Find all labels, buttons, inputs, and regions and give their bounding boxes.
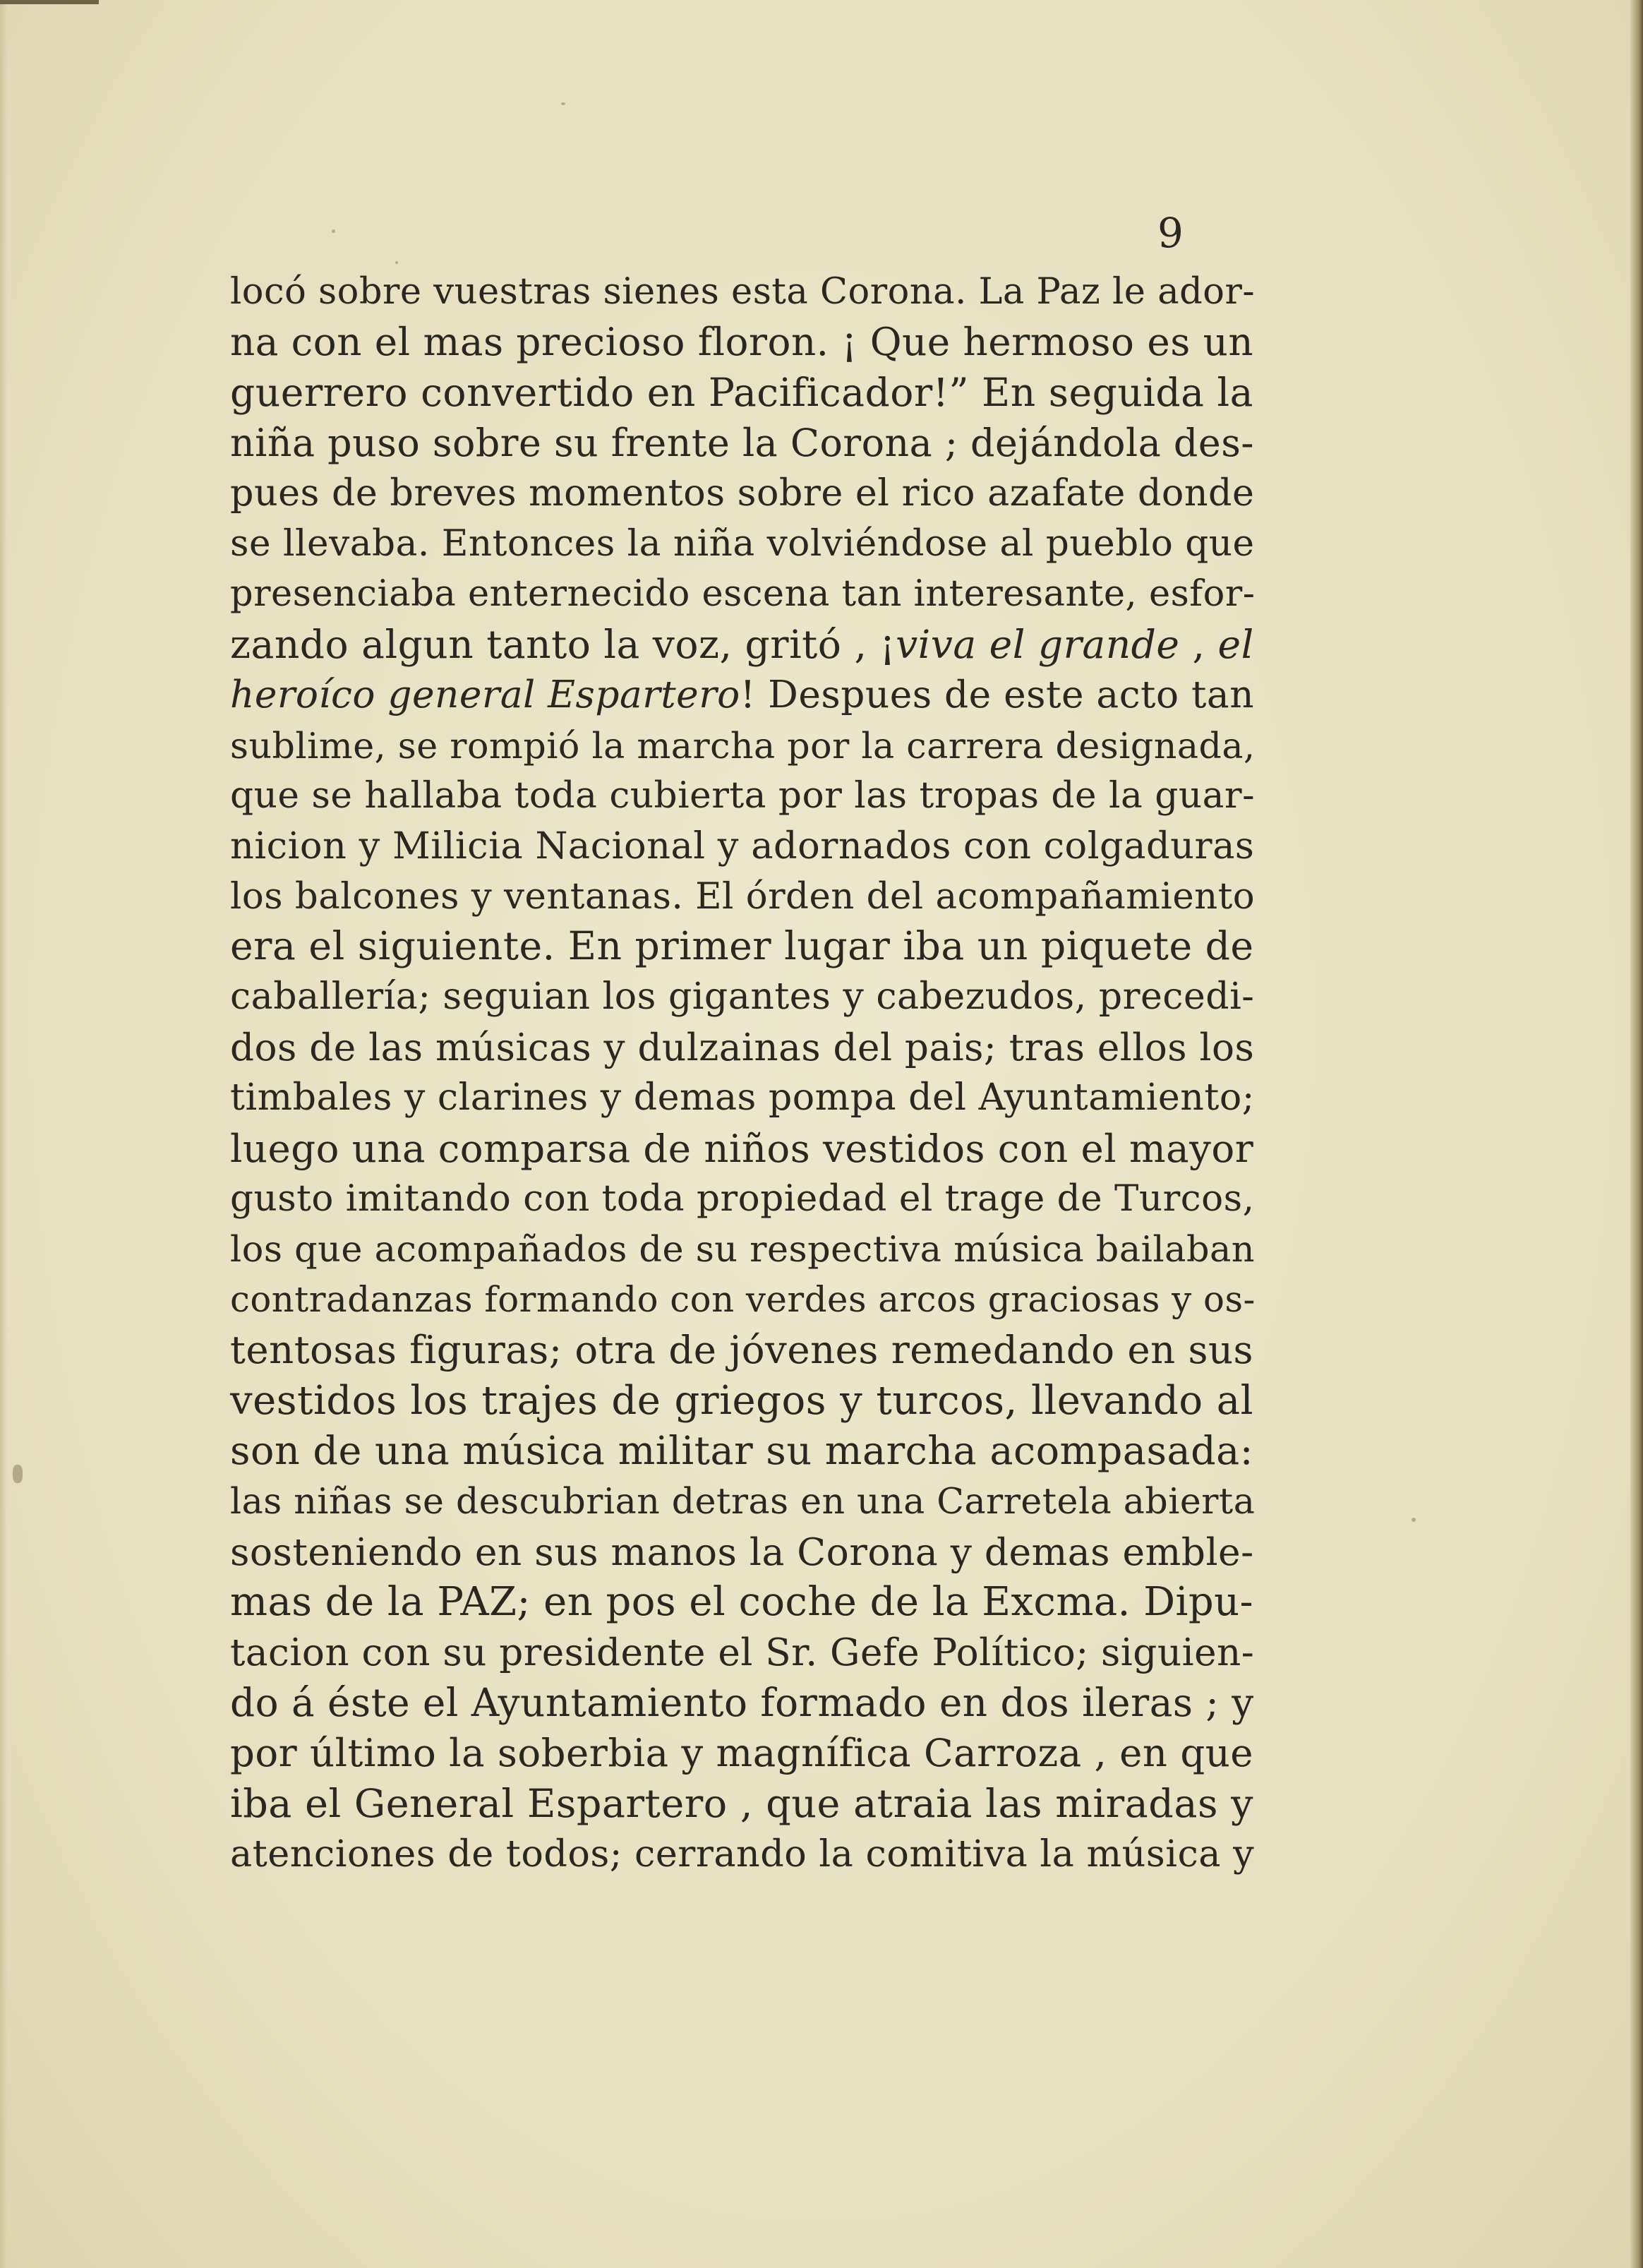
text-run: na con el mas precioso floron. ¡ Que hermoso es un (230, 319, 1254, 365)
text-run: era el siguiente. En primer lugar iba un piquete de (230, 924, 1254, 970)
text-run: timbales y clarines y demas pompa del Ayuntamiento; (230, 1076, 1255, 1120)
text-line (230, 1577, 1253, 1627)
ink-speck (13, 1465, 23, 1483)
text-line (230, 972, 1253, 1022)
text-run: caballería; seguian los gigantes y cabezudos, precedi- (230, 976, 1255, 1019)
text-line (230, 519, 1253, 569)
text-run: los balcones y ventanas. El órden del acompañamiento (230, 875, 1256, 918)
page-number: 9 (1157, 209, 1184, 257)
text-run: iba el General Espartero , que atraia las miradas y (230, 1780, 1253, 1827)
text-run: por último la soberbia y magnífica Carroza , en que (230, 1730, 1254, 1776)
text-line (230, 1779, 1253, 1829)
text-run: tacion con su presidente el Sr. Gefe Político; siguien- (230, 1630, 1255, 1674)
text-line (230, 670, 1253, 720)
text-run: locó sobre vuestras sienes esta Corona. La Paz le ador- (230, 271, 1256, 313)
text-run: dos de las músicas y dulzainas del pais; tras ellos los (230, 1025, 1255, 1069)
text-line (230, 267, 1256, 317)
text-run: los que acompañados de su respectiva música bailaban (230, 1228, 1256, 1271)
ink-speck (332, 229, 335, 233)
text-line (230, 1376, 1253, 1426)
ink-speck (395, 261, 398, 264)
page-right-edge (1630, 0, 1643, 2268)
text-run: son de una música militar su marcha acompasada: (230, 1427, 1253, 1474)
text-line (230, 569, 1256, 619)
text-line (230, 1728, 1253, 1778)
text-run: , (1179, 621, 1218, 667)
text-line (230, 771, 1256, 821)
text-line (230, 872, 1256, 922)
text-run: zando algun tanto la voz, gritó , ¡ (230, 621, 896, 667)
text-run: presenciaba enternecido escena tan interesante, esfor- (230, 573, 1256, 616)
text-run: niña puso sobre su frente la Corona ; dejándola des- (230, 421, 1254, 466)
italic-text-run: heroíco general Espartero (230, 673, 740, 717)
text-line (230, 1628, 1253, 1678)
text-run: las niñas se descubrian detras en una Carretela abierta (230, 1480, 1256, 1523)
text-run: vestidos los trajes de griegos y turcos, llevando al (230, 1377, 1253, 1424)
text-line (230, 620, 1253, 670)
text-run: atenciones de todos; cerrando la comitiva la música y (230, 1832, 1255, 1876)
text-line (230, 418, 1253, 468)
text-run: mas de la PAZ; en pos el coche de la Excma. Dipu- (230, 1579, 1253, 1626)
text-run: nicion y Milicia Nacional y adornados con colgaduras (230, 824, 1255, 868)
italic-text-run: viva el grande (896, 621, 1180, 667)
text-line (230, 1124, 1253, 1174)
text-run: guerrero convertido en Pacificador!” En seguida la (230, 369, 1253, 415)
text-line (230, 1023, 1253, 1073)
text-run: contradanzas formando con verdes arcos graciosas y os- (230, 1278, 1256, 1320)
text-line (230, 1275, 1256, 1325)
ink-speck (561, 102, 565, 105)
text-run: gusto imitando con toda propiedad el trage de Turcos, (230, 1177, 1255, 1220)
italic-text-run: el (1217, 621, 1254, 667)
text-line (230, 1476, 1256, 1526)
text-line (230, 1073, 1253, 1123)
ink-speck (1412, 1518, 1416, 1522)
text-run: tentosas figuras; otra de jóvenes remedando en sus (230, 1327, 1254, 1373)
text-line (230, 317, 1253, 367)
text-run: sublime, se rompió la marcha por la carrera designada, (230, 724, 1256, 767)
text-line (230, 1426, 1253, 1476)
top-corner-mark (0, 0, 99, 4)
text-run: que se hallaba toda cubierta por las tropas de la guar- (230, 774, 1256, 817)
text-run: sosteniendo en sus manos la Corona y demas emble- (230, 1529, 1254, 1574)
text-run: ! Despues de este acto tan (740, 673, 1255, 717)
text-line (230, 922, 1253, 972)
text-line (230, 721, 1256, 771)
text-line (230, 1224, 1256, 1274)
text-line (230, 368, 1253, 418)
text-line (230, 1325, 1253, 1375)
text-line (230, 1527, 1253, 1577)
text-line (230, 1174, 1253, 1224)
page-left-edge (0, 0, 7, 2268)
text-line (230, 1678, 1253, 1728)
text-line (230, 821, 1253, 871)
text-line (230, 469, 1253, 519)
text-run: do á éste el Ayuntamiento formado en dos ileras ; y (230, 1679, 1254, 1725)
text-run: se llevaba. Entonces la niña volviéndose al pueblo que (230, 522, 1255, 565)
text-run: pues de breves momentos sobre el rico azafate donde (230, 472, 1255, 515)
body-text (230, 267, 1256, 1880)
text-line (230, 1829, 1253, 1879)
text-run: luego una comparsa de niños vestidos con el mayor (230, 1125, 1254, 1171)
